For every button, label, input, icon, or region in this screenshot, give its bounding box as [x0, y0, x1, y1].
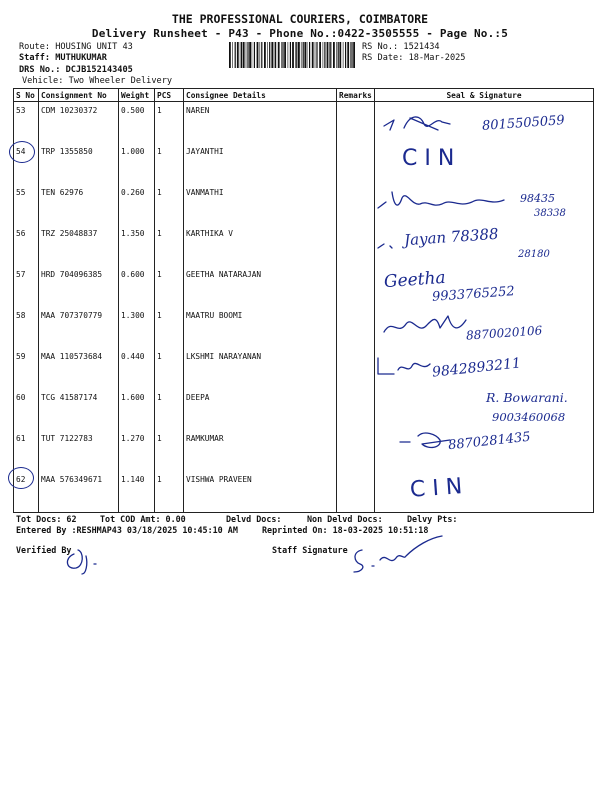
barcode-bar	[243, 42, 245, 68]
weight-cell: 1.300	[119, 307, 155, 348]
col-consignee: Consignee Details	[184, 89, 337, 102]
signature-scribble-58	[378, 310, 470, 342]
barcode-bar	[246, 42, 247, 68]
handwritten-sign-57: Geetha	[383, 267, 447, 293]
weight-cell: 1.140	[119, 471, 155, 513]
rs-number: RS No.: 1521434	[362, 42, 440, 52]
remarks-cell	[337, 102, 375, 144]
barcode-bar	[240, 42, 241, 68]
consignment-cell: TRZ 25048837	[39, 225, 119, 266]
consignment-cell: TEN 62976	[39, 184, 119, 225]
pcs-cell: 1	[155, 225, 184, 266]
col-sno: S No	[14, 89, 39, 102]
barcode-bar	[312, 42, 314, 68]
barcode-bar	[296, 42, 297, 68]
consignment-cell: CDM 10230372	[39, 102, 119, 144]
barcode-bar	[235, 42, 236, 68]
runsheet-table	[13, 88, 594, 513]
barcode-bar	[315, 42, 316, 68]
barcode-bar	[257, 42, 259, 68]
handwritten-cin-54: C I N	[402, 146, 455, 171]
sno-cell: 57	[14, 266, 39, 307]
barcode-bar	[288, 42, 289, 68]
handwritten-phone-57: 9933765252	[431, 284, 516, 305]
barcode-bar	[339, 42, 341, 68]
col-consignment: Consignment No	[39, 89, 119, 102]
barcode-bar	[284, 42, 286, 68]
verified-by-label: Verified By	[16, 545, 72, 555]
signature-scribble-55	[372, 186, 512, 216]
vehicle-label: Vehicle: Two Wheeler Delivery	[22, 76, 173, 86]
barcode-bar	[301, 42, 302, 68]
barcode-bar	[237, 42, 239, 68]
circle-mark-54	[9, 141, 35, 163]
barcode-bar	[343, 42, 344, 68]
barcode-bar	[327, 42, 329, 68]
consignment-cell: MAA 707370779	[39, 307, 119, 348]
consignee-cell: KARTHIKA V	[184, 225, 337, 266]
barcode-bar	[261, 42, 262, 68]
handwritten-number-55b: 38338	[534, 208, 566, 219]
consignee-cell: RAMKUMAR	[184, 430, 337, 471]
consignee-cell: VANMATHI	[184, 184, 337, 225]
delivered-docs: Delvd Docs:	[226, 514, 282, 524]
consignee-cell: NAREN	[184, 102, 337, 144]
barcode-bar	[350, 42, 351, 68]
barcode-bar	[229, 42, 231, 68]
col-weight: Weight	[119, 89, 155, 102]
sno-cell: 56	[14, 225, 39, 266]
pcs-cell: 1	[155, 184, 184, 225]
handwritten-number-56b: 28180	[518, 249, 550, 260]
col-signature: Seal & Signature	[375, 89, 594, 102]
consignee-cell: GEETHA NATARAJAN	[184, 266, 337, 307]
handwritten-phone-58: 8870020106	[465, 323, 543, 343]
barcode-bar	[281, 42, 282, 68]
barcode-bar	[304, 42, 306, 68]
pcs-cell: 1	[155, 430, 184, 471]
barcode	[228, 42, 356, 68]
pcs-cell: 1	[155, 348, 184, 389]
rs-date: RS Date: 18-Mar-2025	[362, 53, 466, 63]
pcs-cell: 1	[155, 266, 184, 307]
sno-cell: 55	[14, 184, 39, 225]
total-cod-amount: Tot COD Amt: 0.00	[100, 514, 186, 524]
consignment-cell: MAA 110573684	[39, 348, 119, 389]
barcode-bar	[247, 42, 248, 68]
company-title: THE PROFESSIONAL COURIERS, COIMBATORE	[171, 12, 429, 26]
handwritten-phone-60: 9003460068	[492, 410, 566, 424]
barcode-bar	[345, 42, 346, 68]
circle-mark-62	[8, 467, 34, 489]
barcode-bar	[336, 42, 337, 68]
consignee-cell: JAYANTHI	[184, 143, 337, 184]
barcode-bar	[298, 42, 300, 68]
staff-label: Staff: MUTHUKUMAR	[19, 53, 107, 63]
handwritten-sign-56: Jayan 78388	[403, 224, 500, 250]
signature-scribble-53	[380, 108, 490, 138]
pcs-cell: 1	[155, 143, 184, 184]
drs-number: DRS No.: DCJB152143405	[19, 65, 133, 75]
total-docs: Tot Docs: 62	[16, 514, 77, 524]
barcode-bar	[241, 42, 242, 68]
barcode-bar	[333, 42, 335, 68]
route-label: Route: HOUSING UNIT 43	[19, 42, 133, 52]
handwritten-phone-53: 8015505059	[481, 113, 566, 134]
remarks-cell	[337, 430, 375, 471]
weight-cell: 0.600	[119, 266, 155, 307]
barcode-bar	[269, 42, 270, 68]
barcode-bar	[264, 42, 266, 68]
handwritten-number-55: 98435	[520, 192, 555, 205]
table-header-row	[14, 89, 594, 102]
barcode-bar	[338, 42, 339, 68]
non-delivered-docs: Non Delvd Docs:	[307, 514, 383, 524]
consignment-cell: TCG 41587174	[39, 389, 119, 430]
consignment-cell: TRP 1355850	[39, 143, 119, 184]
barcode-bar	[232, 42, 233, 68]
verified-signature	[60, 540, 120, 576]
reprinted-on: Reprinted On: 18-03-2025 10:51:18	[262, 525, 429, 535]
remarks-cell	[337, 348, 375, 389]
barcode-bar	[303, 42, 304, 68]
barcode-bar	[323, 42, 324, 68]
barcode-bar	[260, 42, 261, 68]
barcode-bar	[316, 42, 317, 68]
runsheet-subtitle: Delivery Runsheet - P43 - Phone No.:0422-3505555 - Page No.:5	[91, 27, 509, 40]
barcode-bar	[274, 42, 275, 68]
remarks-cell	[337, 307, 375, 348]
handwritten-phone-61: 8870281435	[447, 429, 532, 454]
consignee-cell: MAATRU BOOMI	[184, 307, 337, 348]
barcode-bar	[307, 42, 308, 68]
barcode-bar	[351, 42, 352, 68]
barcode-bar	[319, 42, 321, 68]
remarks-cell	[337, 266, 375, 307]
staff-signature-label: Staff Signature	[272, 545, 348, 555]
pcs-cell: 1	[155, 389, 184, 430]
barcode-bar	[275, 42, 276, 68]
barcode-bar	[290, 42, 291, 68]
sno-cell: 53	[14, 102, 39, 144]
consignment-cell: TUT 7122783	[39, 430, 119, 471]
sno-cell: 61	[14, 430, 39, 471]
remarks-cell	[337, 389, 375, 430]
barcode-bar	[347, 42, 349, 68]
pcs-cell: 1	[155, 102, 184, 144]
barcode-bar	[329, 42, 330, 68]
pcs-cell: 1	[155, 471, 184, 513]
barcode-bar	[267, 42, 268, 68]
table-row	[14, 225, 594, 266]
weight-cell: 1.000	[119, 143, 155, 184]
barcode-bar	[282, 42, 283, 68]
table-row	[14, 471, 594, 513]
handwritten-cin-62: C I N	[409, 474, 464, 503]
consignee-cell: DEEPA	[184, 389, 337, 430]
barcode-bar	[292, 42, 294, 68]
barcode-bar	[249, 42, 251, 68]
table-row	[14, 143, 594, 184]
consignee-cell: VISHWA PRAVEEN	[184, 471, 337, 513]
barcode-bar	[295, 42, 296, 68]
consignment-cell: MAA 576349671	[39, 471, 119, 513]
handwritten-name-60: R. Bowarani.	[486, 390, 568, 405]
entered-by: Entered By :RESHMAP43 03/18/2025 10:45:10 AM	[16, 525, 238, 535]
barcode-bar	[271, 42, 273, 68]
sno-cell: 59	[14, 348, 39, 389]
barcode-bar	[278, 42, 280, 68]
barcode-bar	[254, 42, 255, 68]
sno-cell: 60	[14, 389, 39, 430]
delivery-points: Delvy Pts:	[407, 514, 458, 524]
col-pcs: PCS	[155, 89, 184, 102]
barcode-bar	[330, 42, 331, 68]
weight-cell: 1.350	[119, 225, 155, 266]
consignment-cell: HRD 704096385	[39, 266, 119, 307]
weight-cell: 0.260	[119, 184, 155, 225]
barcode-bar	[252, 42, 253, 68]
barcode-bar	[324, 42, 325, 68]
barcode-bar	[309, 42, 310, 68]
sno-cell: 54	[14, 143, 39, 184]
remarks-cell	[337, 184, 375, 225]
signature-cell	[375, 471, 594, 513]
weight-cell: 0.440	[119, 348, 155, 389]
staff-signature	[346, 524, 446, 576]
weight-cell: 1.270	[119, 430, 155, 471]
sno-cell: 58	[14, 307, 39, 348]
signature-scribble-59	[372, 352, 436, 380]
weight-cell: 1.600	[119, 389, 155, 430]
remarks-cell	[337, 143, 375, 184]
remarks-cell	[337, 225, 375, 266]
col-remarks: Remarks	[337, 89, 375, 102]
remarks-cell	[337, 471, 375, 513]
pcs-cell: 1	[155, 307, 184, 348]
consignee-cell: LKSHMI NARAYANAN	[184, 348, 337, 389]
handwritten-phone-59: 9842893211	[431, 355, 522, 381]
sno-cell: 62	[14, 471, 39, 513]
barcode-bar	[353, 42, 355, 68]
weight-cell: 0.500	[119, 102, 155, 144]
